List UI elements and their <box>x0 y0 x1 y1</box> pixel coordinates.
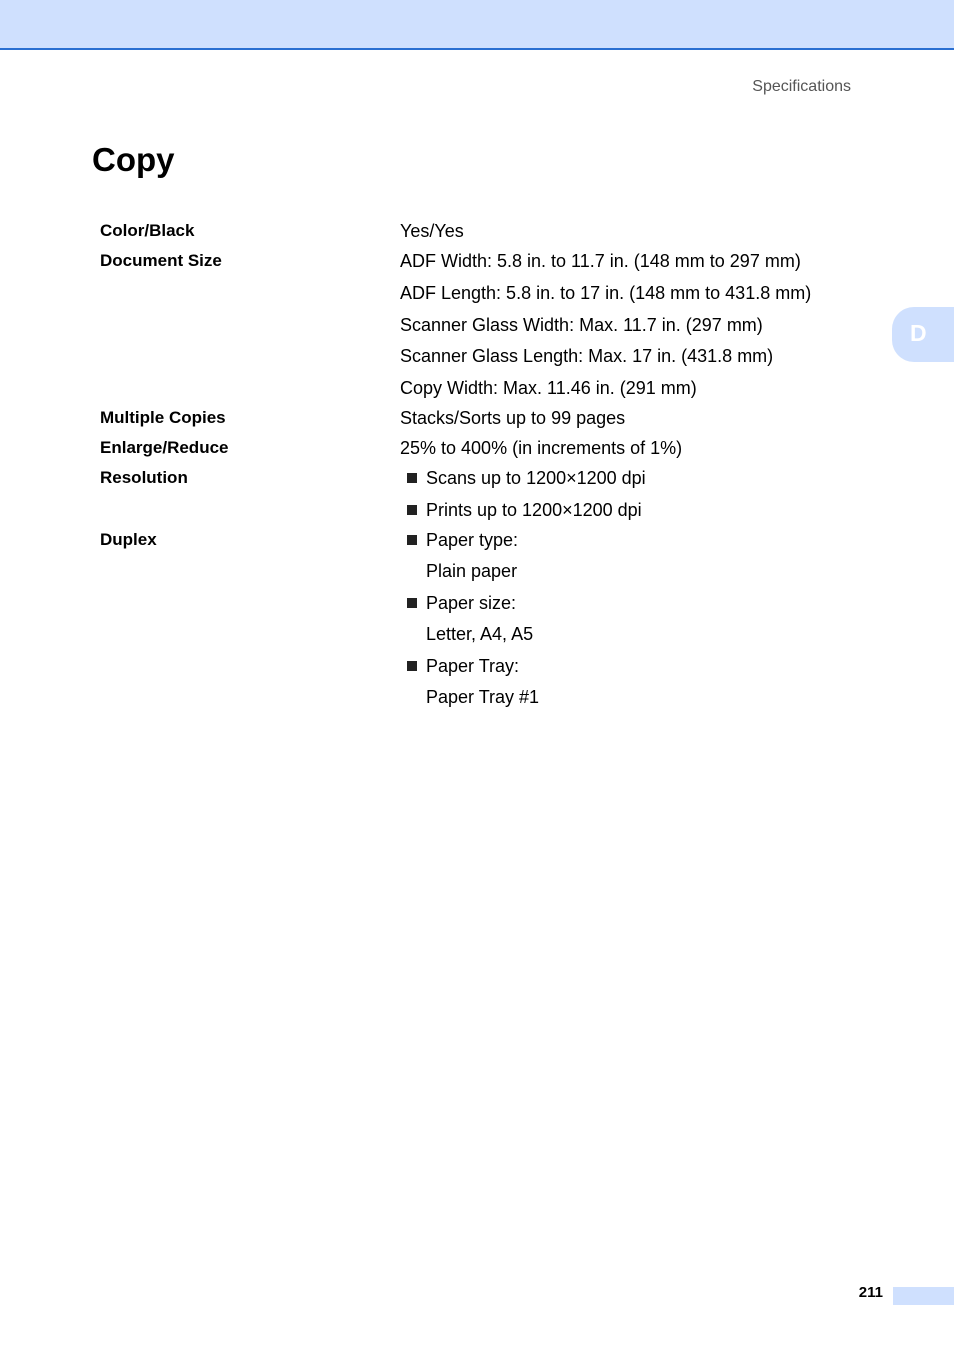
duplex-paper-tray-detail: Paper Tray #1 <box>426 687 540 707</box>
spec-label-enlarge-reduce: Enlarge/Reduce <box>100 438 229 457</box>
spec-label-color-black: Color/Black <box>100 221 195 240</box>
bullet-square-icon <box>407 473 417 483</box>
spec-value-color-black: Yes/Yes <box>400 221 464 241</box>
duplex-paper-type-heading: Paper type: <box>426 530 519 550</box>
chapter-tab: D <box>892 307 954 362</box>
duplex-paper-type-detail: Plain paper <box>426 561 518 581</box>
duplex-paper-tray-heading: Paper Tray: <box>426 656 520 676</box>
page-title: Copy <box>92 141 175 178</box>
duplex-paper-size-heading: Paper size: <box>426 593 517 613</box>
spec-value-copy-width: Copy Width: Max. 11.46 in. (291 mm) <box>400 378 697 398</box>
bullet-square-icon <box>407 505 417 515</box>
spec-label-document-size: Document Size <box>100 251 222 270</box>
spec-value-enlarge-reduce: 25% to 400% (in increments of 1%) <box>400 438 683 458</box>
spec-label-multiple-copies: Multiple Copies <box>100 408 226 427</box>
duplex-paper-size-detail: Letter, A4, A5 <box>426 624 534 644</box>
bullet-square-icon <box>407 661 417 671</box>
spec-value-multiple-copies: Stacks/Sorts up to 99 pages <box>400 408 626 428</box>
running-header: Specifications <box>752 78 851 95</box>
page-number: 211 <box>858 1284 883 1301</box>
spec-value-print-resolution: Prints up to 1200×1200 dpi <box>426 500 642 520</box>
bullet-square-icon <box>407 535 417 545</box>
spec-value-scan-resolution: Scans up to 1200×1200 dpi <box>426 468 646 488</box>
spec-label-duplex: Duplex <box>100 530 157 549</box>
bullet-square-icon <box>407 598 417 608</box>
footer-band <box>893 1287 954 1305</box>
spec-value-adf-length: ADF Length: 5.8 in. to 17 in. (148 mm to 431.8 mm) <box>400 283 812 303</box>
spec-value-glass-length: Scanner Glass Length: Max. 17 in. (431.8 mm) <box>400 346 774 366</box>
top-header-band <box>0 0 954 50</box>
spec-value-adf-width: ADF Width: 5.8 in. to 11.7 in. (148 mm to 297 mm) <box>400 251 801 271</box>
spec-value-glass-width: Scanner Glass Width: Max. 11.7 in. (297 mm) <box>400 315 763 335</box>
spec-label-resolution: Resolution <box>100 468 188 487</box>
